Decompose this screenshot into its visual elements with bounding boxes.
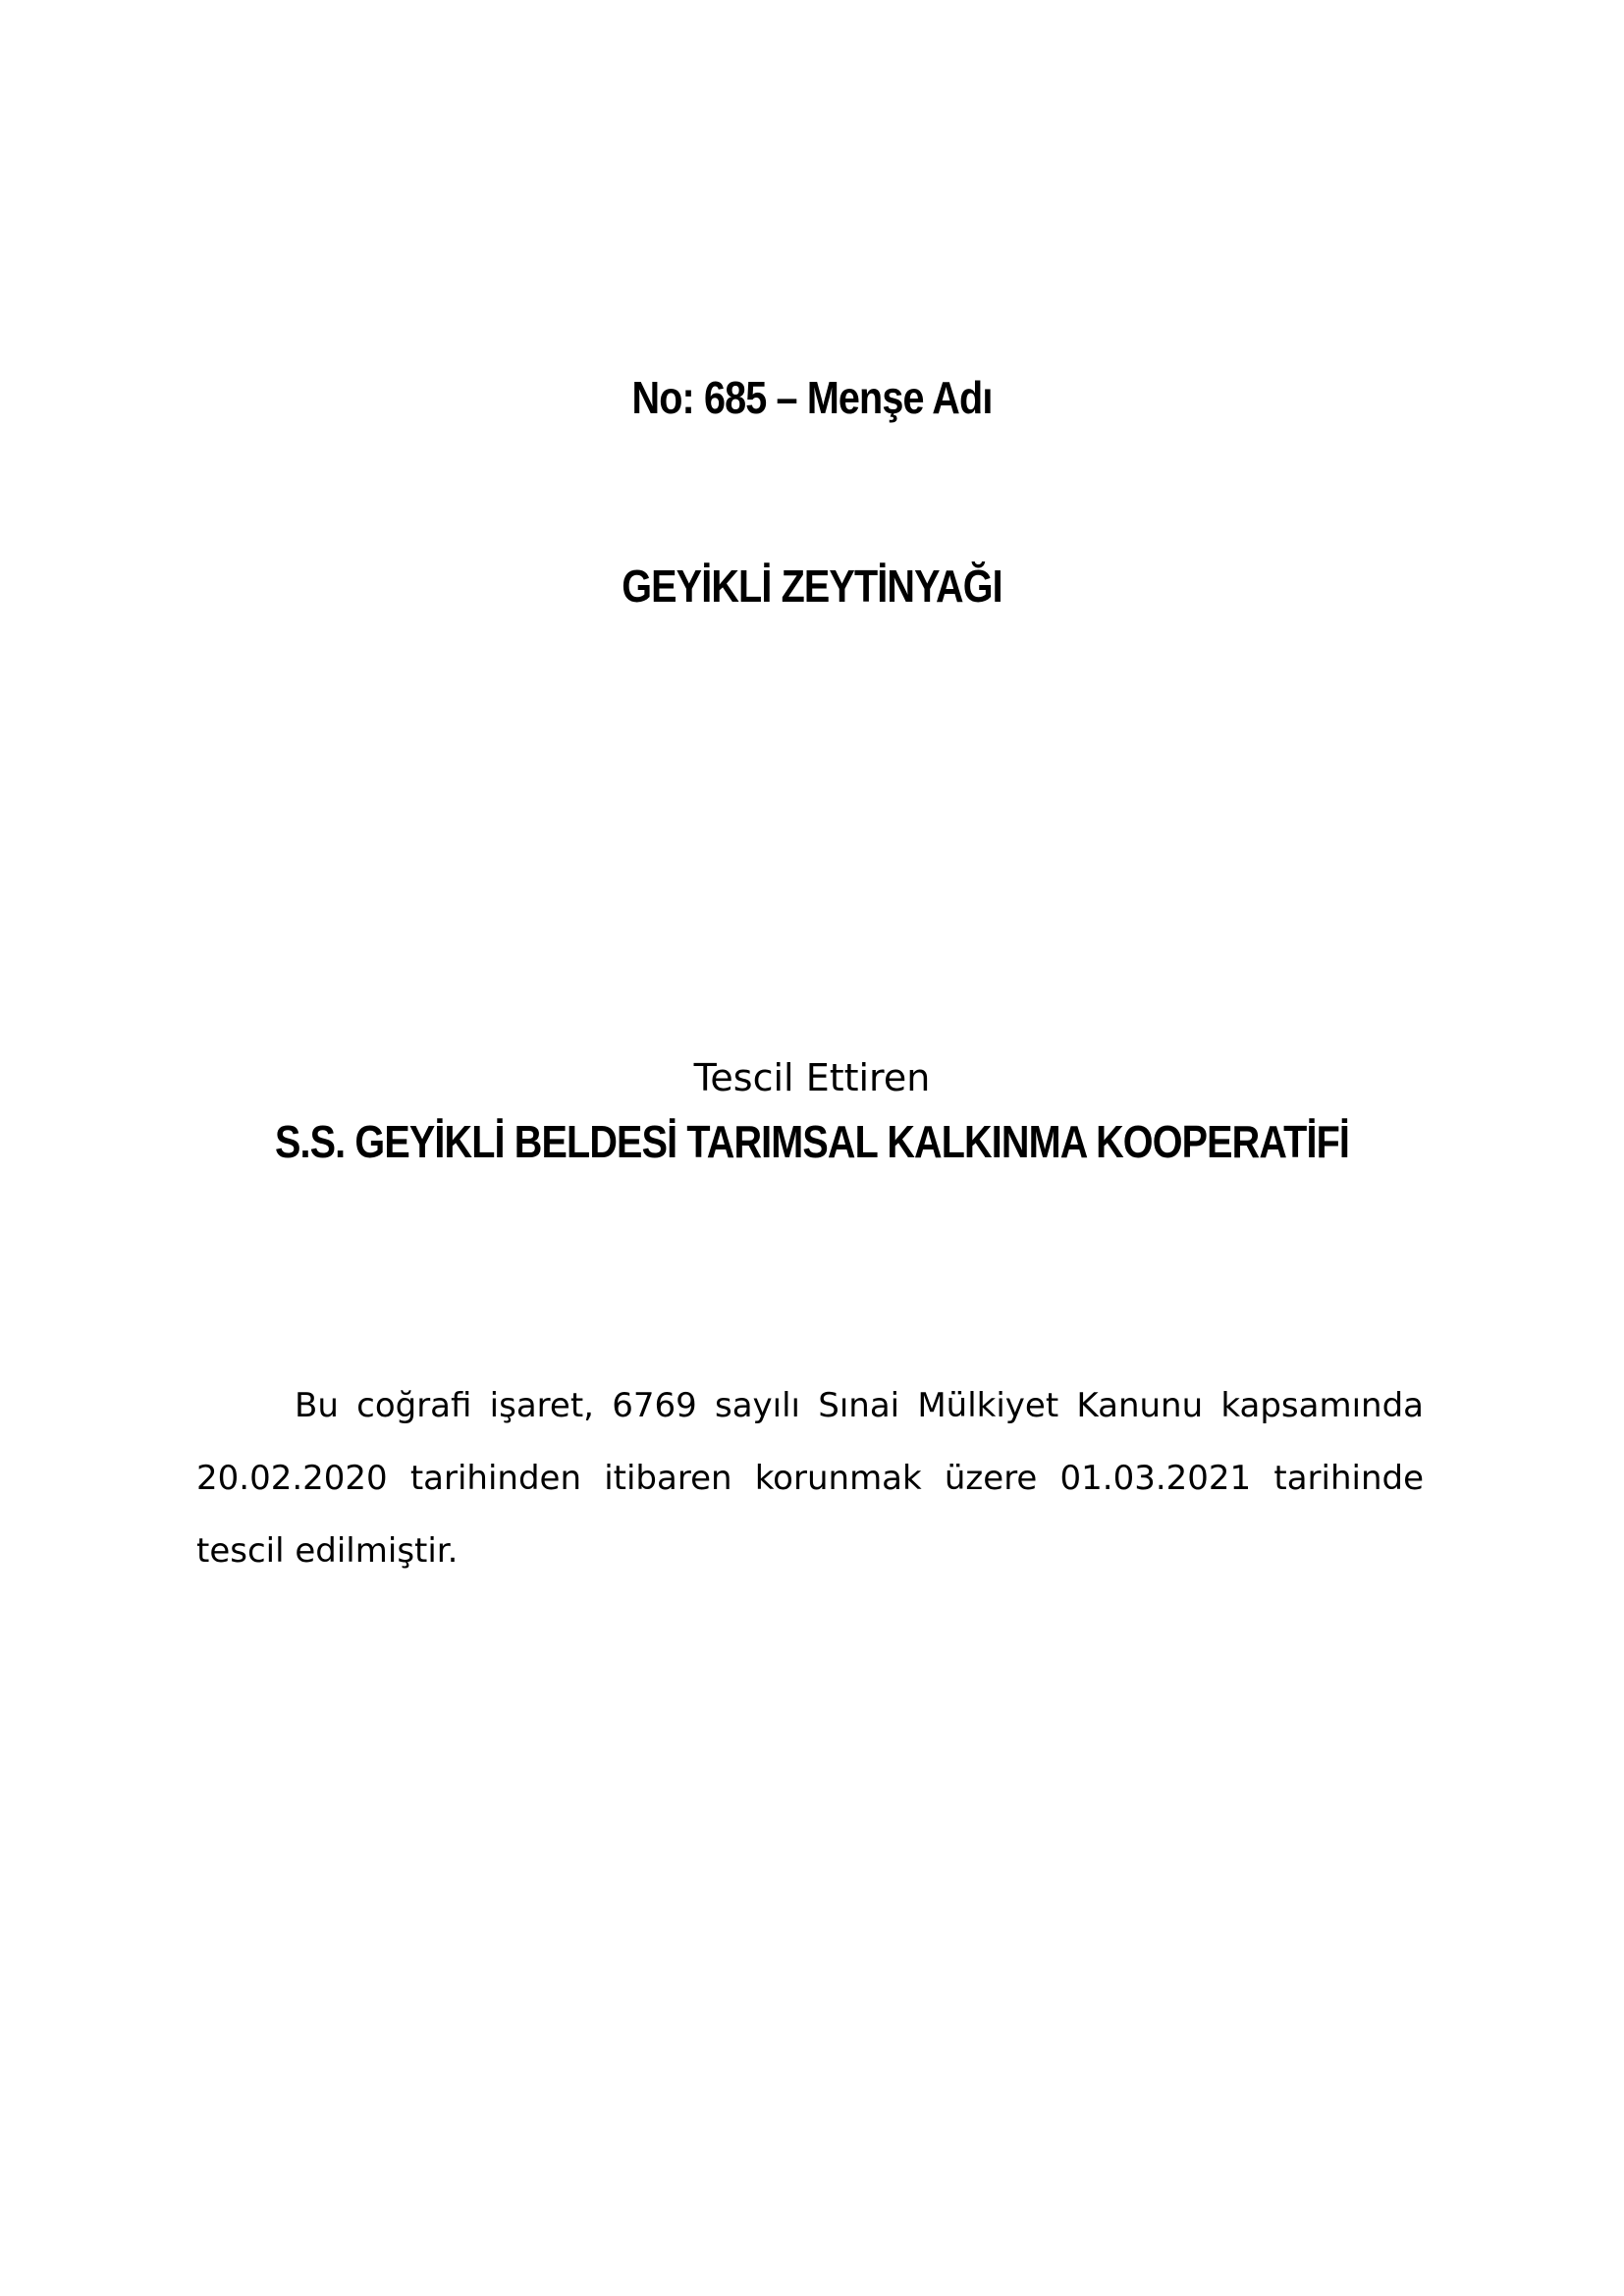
document-number-heading: No: 685 – Menşe Adı — [631, 372, 993, 423]
product-name-heading: GEYİKLİ ZEYTİNYAĞI — [622, 561, 1002, 612]
registrant-name: S.S. GEYİKLİ BELDESİ TARIMSAL KALKINMA KOOPERATİFİ — [274, 1116, 1350, 1167]
registrant-label: Tescil Ettiren — [693, 1056, 931, 1099]
registration-statement: Bu coğrafi işaret, 6769 sayılı Sınai Mülkiyet Kanunu kapsamında 20.02.2020 tarihinden itibaren korunmak üzere 01.03.2021 tarihinde tescil edilmiştir. — [196, 1386, 1424, 1571]
